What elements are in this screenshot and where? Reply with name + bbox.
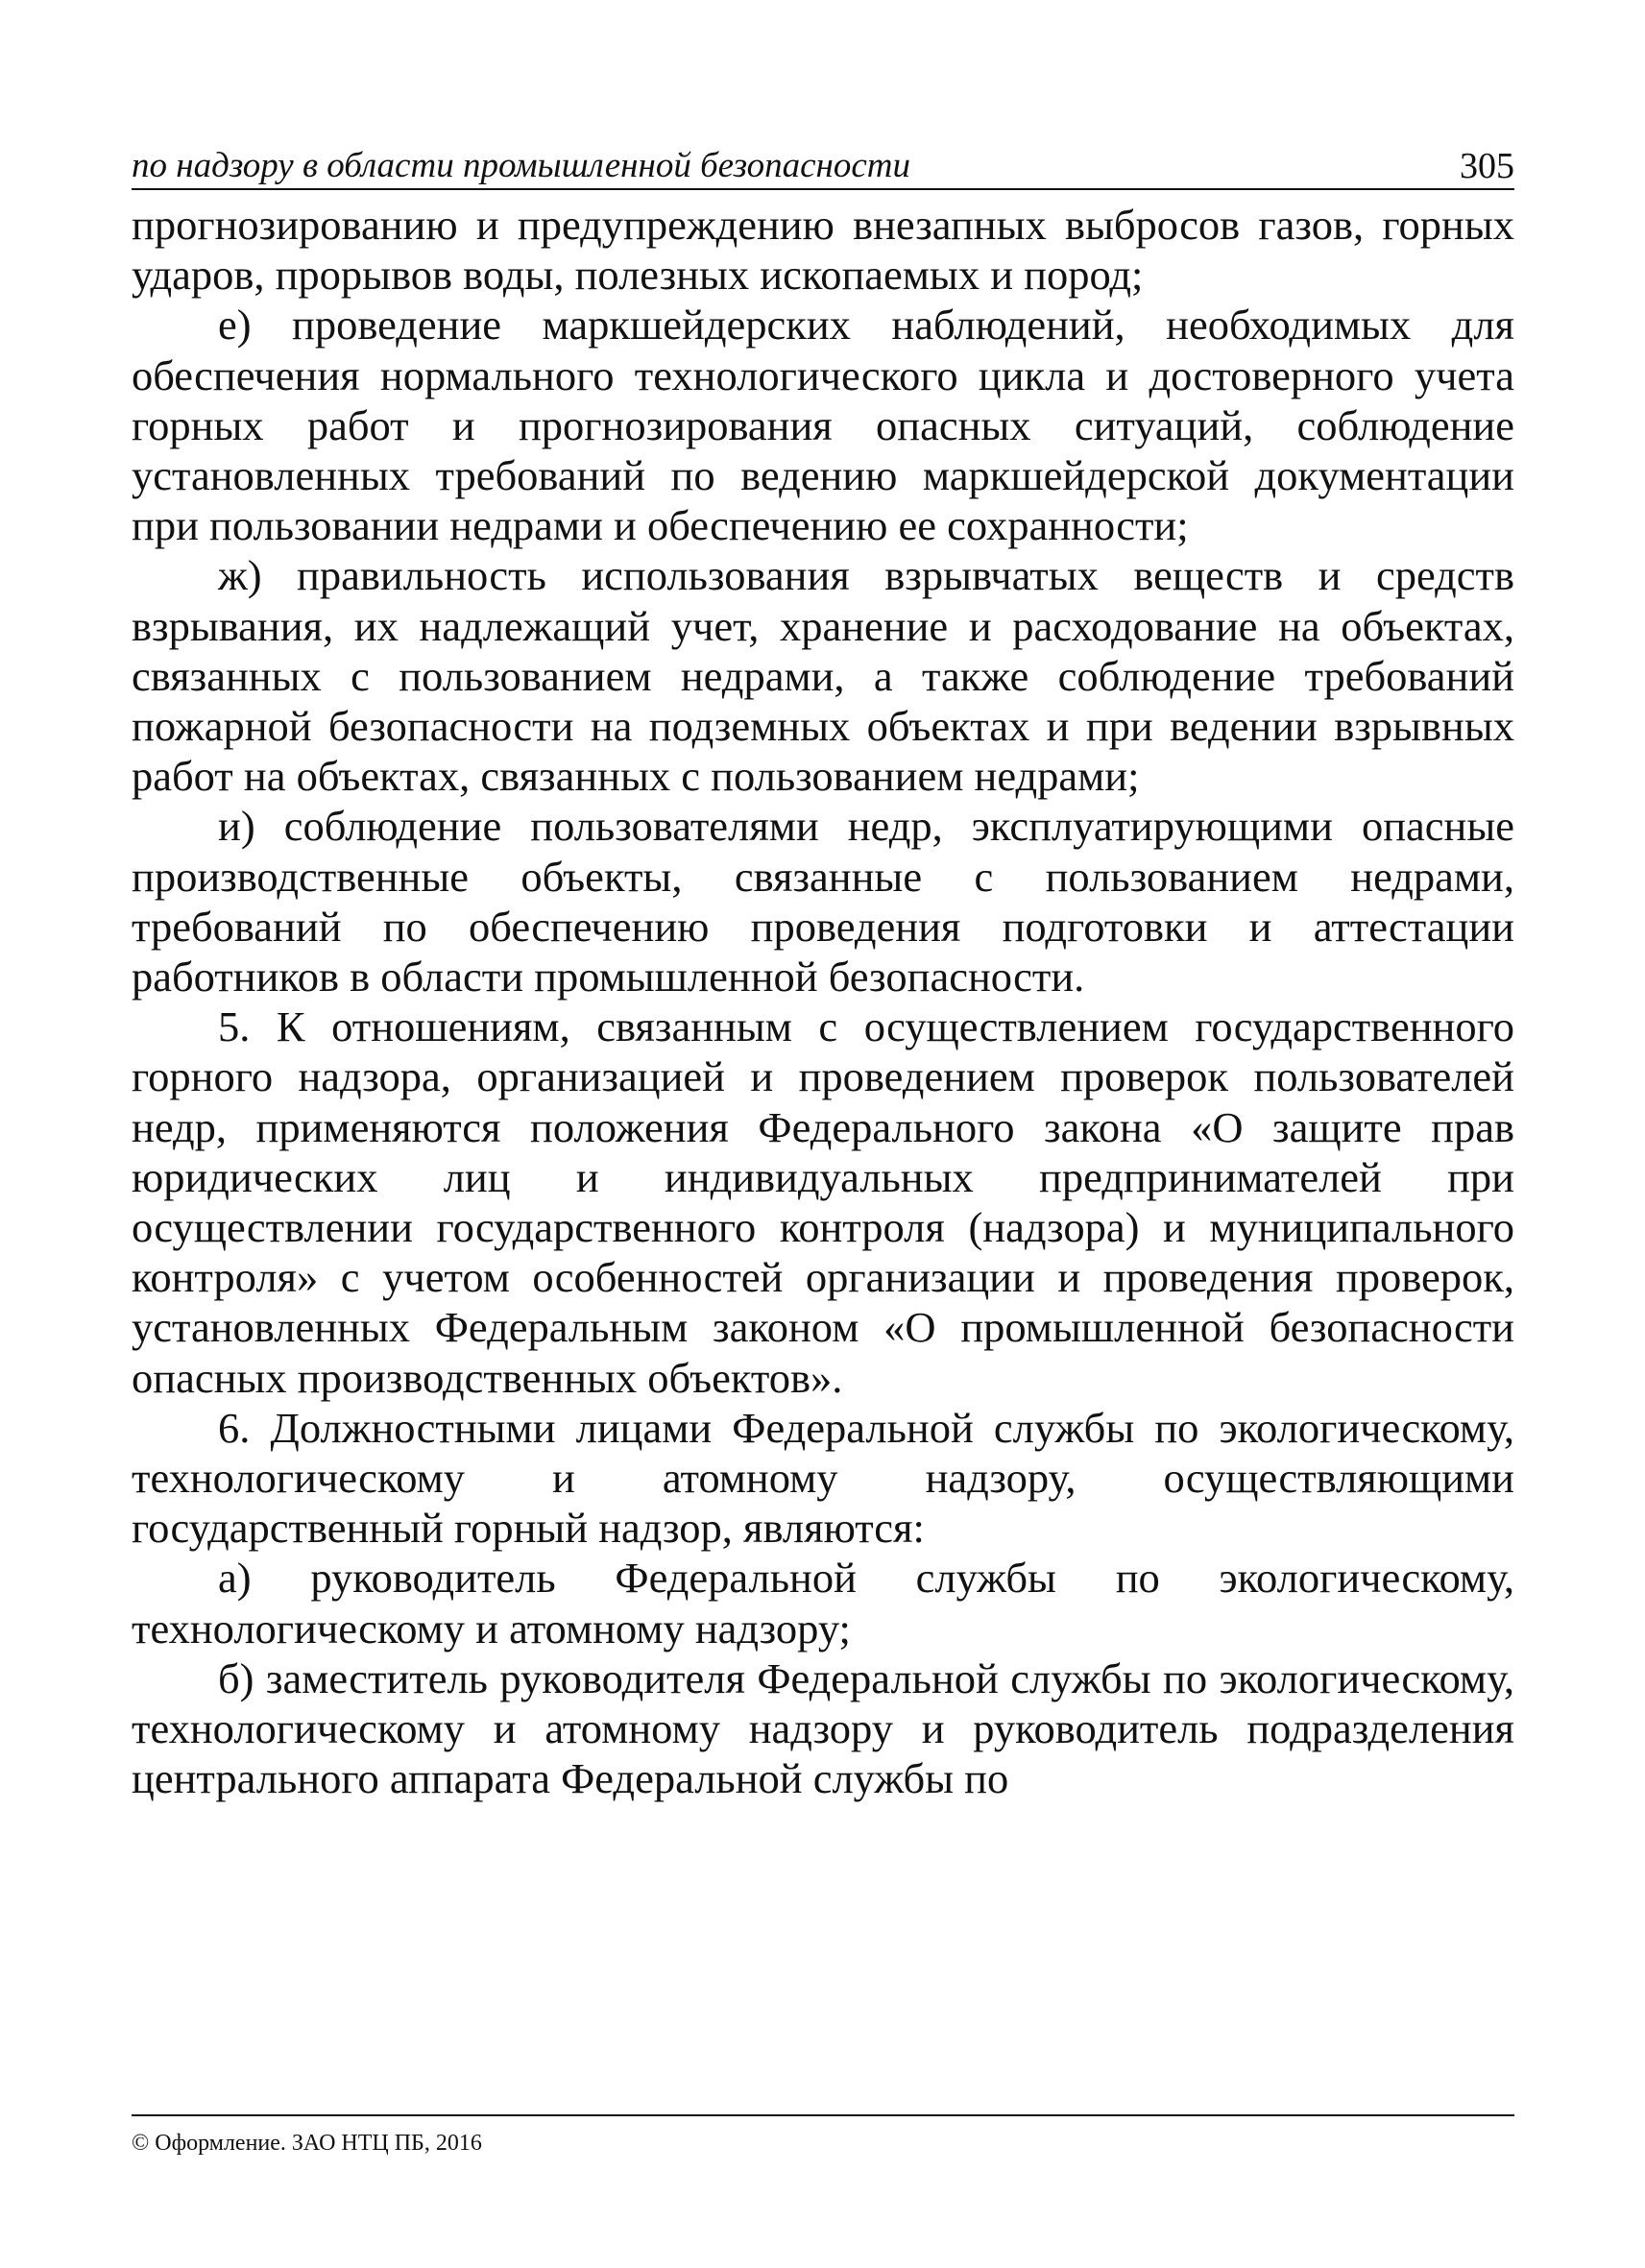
paragraph-section-5: 5. К отношениям, связанным с осуществлением государственного горного надзора, организацией и проведением проверок пользователей недр, применяются положения Федерального закона «О защите прав юридических лиц и индивидуальных предпринимателей при осуществлении государственного контроля (надзора) и муниципального контроля» с учетом особенностей организации и проведения проверок, установленных Федеральным законом «О промышленной безопасности опасных производственных объектов». (132, 1002, 1514, 1402)
running-header-title: по надзору в области промышленной безопасности (132, 146, 910, 185)
paragraph-item-i: и) соблюдение пользователями недр, эксплуатирующими опасные производственные объекты, связанные с пользованием недрами, требований по обеспечению проведения подготовки и аттестации работников в области промышленной безопасности. (132, 802, 1514, 1001)
paragraph-item-b: б) заместитель руководителя Федеральной службы по экологическому, технологическому и атомному надзору и руководитель подразделения центрального аппарата Федеральной службы по (132, 1653, 1514, 1803)
paragraph-item-e: е) проведение маркшейдерских наблюдений, необходимых для обеспечения нормального технологического цикла и достоверного учета горных работ и прогнозирования опасных ситуаций, соблюдение установленных требований по ведению маркшейдерской документации при пользовании недрами и обеспечению ее сохранности; (132, 301, 1514, 550)
copyright-note: © Оформление. ЗАО НТЦ ПБ, 2016 (132, 2131, 482, 2156)
paragraph-item-a: а) руководитель Федеральной службы по экологическому, технологическому и атомному надзору; (132, 1554, 1514, 1653)
body-text (132, 200, 1514, 1804)
footer-divider (132, 2114, 1514, 2116)
running-header (132, 144, 1514, 190)
paragraph-item-zh: ж) правильность использования взрывчатых веществ и средств взрывания, их надлежащий учет, хранение и расходование на объектах, связанных с пользованием недрами, а также соблюдение требований пожарной безопасности на подземных объектах и при ведении взрывных работ на объектах, связанных с пользованием недрами; (132, 551, 1514, 801)
paragraph-section-6: 6. Должностными лицами Федеральной службы по экологическому, технологическому и атомному надзору, осуществляющими государственный горный надзор, являются: (132, 1403, 1514, 1553)
paragraph-continuation: прогнозированию и предупреждению внезапных выбросов газов, горных ударов, прорывов воды, полезных ископаемых и пород; (132, 201, 1514, 300)
document-page (132, 144, 1514, 1804)
page-number: 305 (1460, 146, 1514, 186)
